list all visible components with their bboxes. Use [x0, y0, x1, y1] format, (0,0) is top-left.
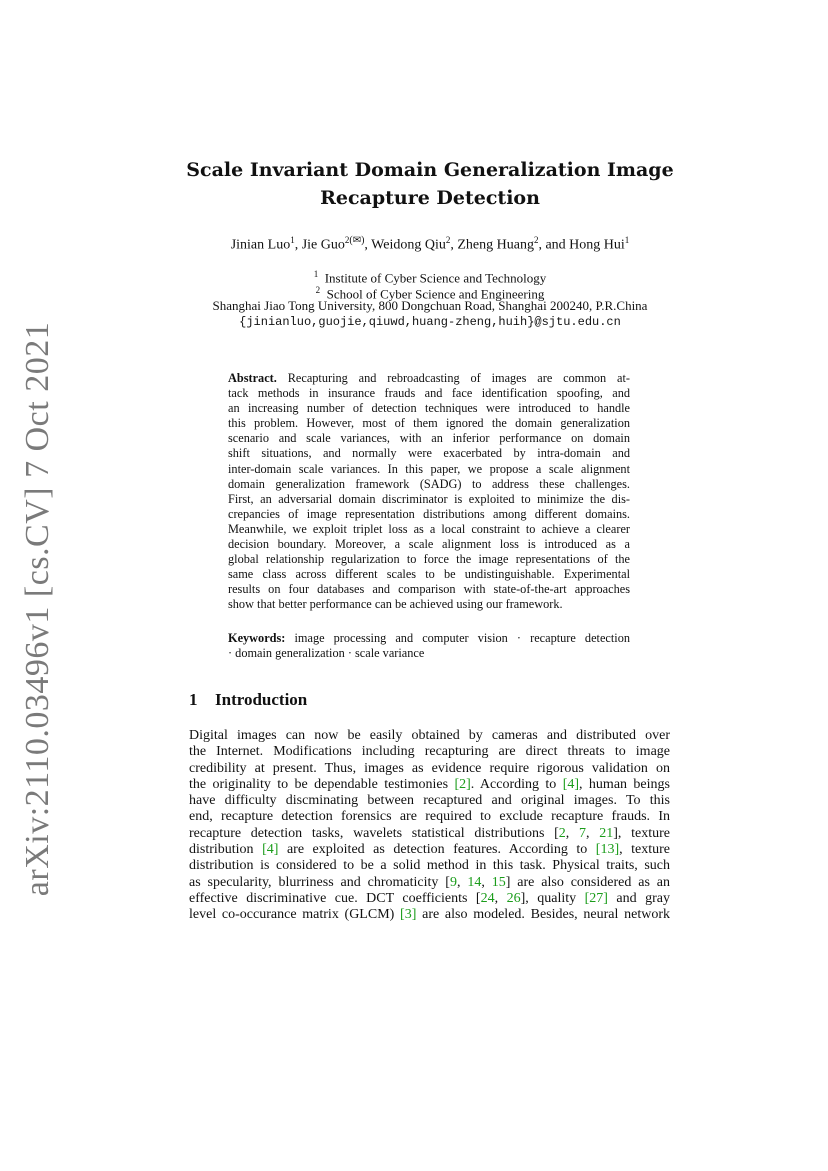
address: Shanghai Jiao Tong University, 800 Dongchuan Road, Shanghai 200240, P.R.China — [212, 298, 648, 313]
body-line: credibility at present. Thus, images as evidence require rigorous validation on — [189, 760, 670, 776]
title-line-2: Recapture Detection — [320, 187, 540, 209]
affiliation-1-number: 1 — [313, 269, 319, 279]
body-text-run: level co-occurance matrix (GLCM) — [189, 907, 401, 923]
body-line: the Internet. Modifications including recapturing are direct threats to image — [189, 744, 670, 760]
affiliation-2-name: School of Cyber Science and Engineering — [326, 286, 545, 302]
abstract-line-text: Recapturing and rebroadcasting of images are common at- — [287, 371, 631, 385]
body-line: have difficulty discminating between recaptured and original images. To this — [189, 793, 670, 809]
keywords-label: Keywords: — [228, 631, 286, 645]
keywords-line-2: · domain generalization · scale variance — [228, 646, 425, 661]
arxiv-identifier — [12, 321, 64, 897]
body-line — [189, 891, 670, 907]
abstract-line: tack methods in insurance frauds and face identification spoofing, and — [228, 386, 630, 401]
author-2-affil: 2 — [344, 235, 350, 245]
keywords — [228, 631, 630, 661]
author-3: Weidong Qiu — [371, 237, 446, 253]
body-text-run: are exploited as detection features. According to — [278, 842, 596, 858]
abstract-line — [228, 371, 630, 386]
body-text-run: , — [481, 874, 492, 890]
author-1: Jinian Luo — [230, 237, 291, 253]
abstract-label: Abstract. — [228, 371, 277, 385]
abstract-line: global relationship regularization to force the image representations of the — [228, 552, 630, 567]
abstract-line: Meanwhile, we exploit triplet loss as a local constraint to achieve a clearer — [228, 521, 630, 536]
body-line: Digital images can now be easily obtained by cameras and distributed over — [189, 728, 670, 743]
body-text-run: ], quality — [520, 890, 585, 906]
body-text-run: recapture detection tasks, wavelets statistical distributions [ — [189, 825, 559, 841]
author-4-affil: 2 — [533, 235, 539, 245]
introduction-body — [189, 728, 670, 924]
abstract-line: an increasing number of detection techniques were introduced to handle — [228, 401, 630, 416]
citation-link[interactable]: 2 — [558, 825, 566, 841]
author-4: Zheng Huang — [457, 237, 534, 253]
arxiv-id-text: arXiv:2110.03496v1 [cs.CV] 7 Oct 2021 — [19, 321, 56, 897]
abstract-line: shift situations, and normally were exacerbated by intra-domain and — [228, 446, 630, 461]
abstract-line: same class across different scales to be undistinguishable. Experimental — [228, 567, 630, 582]
body-text-run: , — [586, 825, 600, 841]
citation-link[interactable]: 7 — [579, 825, 587, 841]
paper-title — [150, 156, 710, 212]
author-2: Jie Guo — [301, 237, 345, 253]
citation-link[interactable]: 15 — [491, 874, 506, 890]
abstract-line: results on four databases and comparison with state-of-the-art approaches — [228, 582, 630, 597]
body-text-run: the originality to be dependable testimonies — [189, 776, 455, 792]
citation-link[interactable]: [27] — [584, 890, 608, 906]
body-text-run: effective discriminative cue. DCT coefficients [ — [189, 890, 481, 906]
citation-link[interactable]: [4] — [262, 842, 279, 858]
body-line: distribution is considered to be a solid method in this task. Physical traits, such — [189, 858, 670, 874]
body-text-run: . According to — [470, 776, 563, 792]
section-title: Introduction — [215, 690, 308, 709]
body-text-run: and gray — [607, 890, 670, 906]
abstract-line: show that better performance can be achieved using our framework. — [228, 597, 563, 612]
abstract — [228, 371, 630, 613]
citation-link[interactable]: [2] — [454, 776, 471, 792]
title-line-1: Scale Invariant Domain Generalization Image — [186, 159, 674, 181]
abstract-line: this problem. However, most of them ignored the domain generalization — [228, 416, 630, 431]
author-3-affil: 2 — [445, 235, 451, 245]
body-line — [189, 826, 670, 842]
author-list: Jinian Luo$^1$, Jie Guo$^{2(✉)}$, Weidong Qiu$^2$, Zheng Huang$^2$, and Hong Hui$^1$ — [230, 235, 630, 253]
body-line — [189, 907, 670, 923]
abstract-line: domain generalization framework (SADG) to address these challenges. — [228, 476, 630, 491]
abstract-line: scenario and scale variances, with an inferior performance on domain — [228, 431, 630, 446]
body-line — [189, 875, 670, 891]
section-heading — [189, 690, 307, 710]
citation-link[interactable]: 21 — [599, 825, 614, 841]
body-text-run: distribution — [189, 842, 263, 858]
body-text-run: , human beings — [579, 776, 670, 792]
abstract-line: First, an adversarial domain discriminator is exploited to minimize the dis- — [228, 491, 630, 506]
citation-link[interactable]: [4] — [562, 776, 580, 792]
abstract-line: crepancies of image representation distributions among different domains. — [228, 506, 630, 521]
body-text-run: ] are also considered as an — [505, 874, 671, 890]
section-number: 1 — [189, 690, 198, 709]
body-text-run: , — [456, 874, 468, 890]
citation-link[interactable]: 9 — [449, 874, 457, 890]
abstract-line: decision boundary. Moreover, a scale alignment loss is introduced as a — [228, 537, 630, 552]
body-text-run: ], texture — [613, 825, 671, 841]
citation-link[interactable]: [13] — [595, 842, 620, 858]
email-addresses: {jinianluo,guojie,qiuwd,huang-zheng,huih}@sjtu.edu.cn — [239, 315, 621, 329]
body-text-run: are also modeled. Besides, neural network — [416, 907, 670, 923]
keywords-text-1: image processing and computer vision · recapture detection — [294, 631, 631, 645]
citation-link[interactable]: 14 — [467, 874, 482, 890]
affiliation-2-number: 2 — [315, 285, 321, 295]
body-text-run: , — [494, 890, 507, 906]
envelope-icon: (✉) — [349, 235, 365, 246]
affiliation-1-name: Institute of Cyber Science and Technology — [324, 270, 547, 286]
body-line — [189, 842, 670, 858]
author-1-affil: 1 — [290, 235, 295, 245]
body-line: end, recapture detection forensics are required to exclude recapture frauds. In — [189, 809, 670, 825]
author-5: and Hong Hui — [545, 237, 625, 253]
body-text-run: as specularity, blurriness and chromaticity [ — [189, 874, 450, 890]
abstract-line: inter-domain scale variances. In this paper, we propose a scale alignment — [228, 461, 630, 476]
citation-link[interactable]: 24 — [480, 890, 495, 906]
body-text-run: , texture — [619, 842, 671, 858]
author-5-affil: 1 — [624, 235, 630, 245]
citation-link[interactable]: 26 — [506, 890, 521, 906]
body-line — [189, 777, 670, 793]
body-text-run: , — [565, 825, 580, 841]
citation-link[interactable]: [3] — [400, 907, 417, 923]
keywords-line-1 — [228, 631, 630, 646]
